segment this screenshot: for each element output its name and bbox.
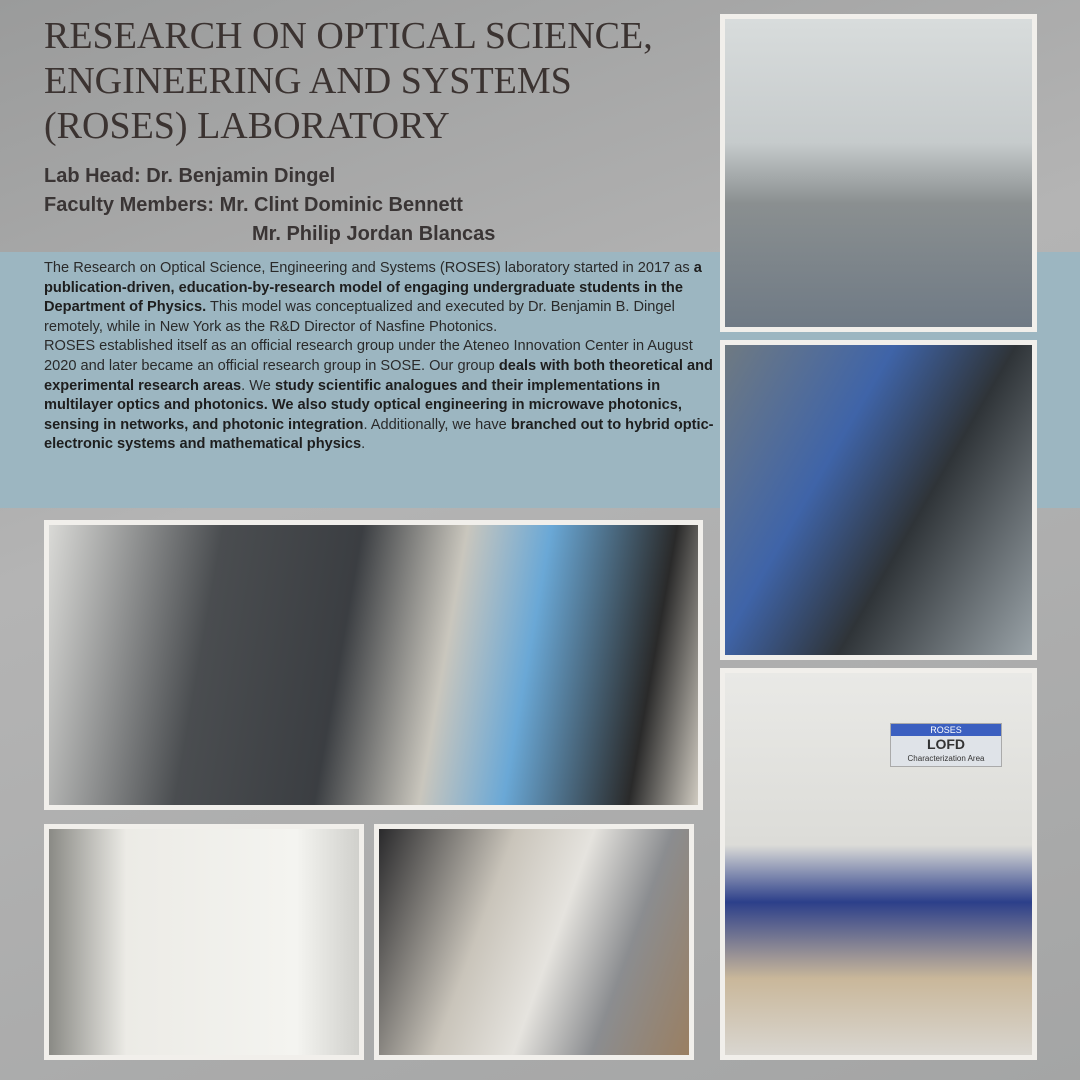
text-segment-bold: branched out to hybrid optic-electronic systems and mathematical physics [44, 416, 714, 453]
text-segment-bold: a publication-driven, education-by-research model of engaging undergraduate students in the Department of Physics. [44, 260, 702, 316]
text-segment: . We [241, 377, 275, 394]
text-segment-bold: deals with both theoretical and experimental research areas [44, 357, 713, 394]
text-segment: This model was conceptualized and executed by Dr. Benjamin B. Dingel remotely, while in New York as the R&D Director of Nasfine Photonics. [44, 299, 675, 335]
text-segment: The Research on Optical Science, Engineering and Systems (ROSES) laboratory started in 2017 as [44, 260, 694, 276]
text-segment: . Additionally, we have [363, 416, 511, 433]
faculty-member-2: Mr. Philip Jordan Blancas [252, 223, 496, 245]
page-title: RESEARCH ON OPTICAL SCIENCE, ENGINEERING AND SYSTEMS (ROSES) LABORATORY [44, 15, 653, 147]
photo-team-group [720, 14, 1037, 332]
photo-laptop-work [374, 824, 694, 1060]
description [44, 259, 716, 455]
photo-lofd-area [720, 668, 1037, 1060]
lofd-sign [890, 723, 1002, 767]
lab-people [44, 162, 716, 249]
text-column [44, 14, 716, 455]
sign-subtitle: Characterization Area [907, 754, 985, 763]
text-segment: ROSES established itself as an official research group under the Ateneo Innovation Center in August 2020 and later became an official research group in SOSE. Our group [44, 338, 693, 374]
text-segment-bold: study scientific analogues and their implementations in multilayer optics and photonics. We also study optical engineering in microwave photonics, sensing in networks, and photonic integration [44, 377, 682, 433]
sign-title: LOFD [926, 736, 966, 752]
lab-head: Lab Head: Dr. Benjamin Dingel [44, 165, 336, 187]
faculty-members: Faculty Members: Mr. Clint Dominic Bennett [44, 194, 463, 216]
photo-whiteboard [44, 824, 364, 1060]
photo-optical-setup [44, 520, 703, 810]
sign-brand: ROSES [891, 724, 1001, 736]
text-segment: . [361, 436, 366, 453]
paragraph-research [44, 337, 716, 455]
photo-lab-researcher [720, 340, 1037, 660]
paragraph-history [44, 259, 716, 337]
